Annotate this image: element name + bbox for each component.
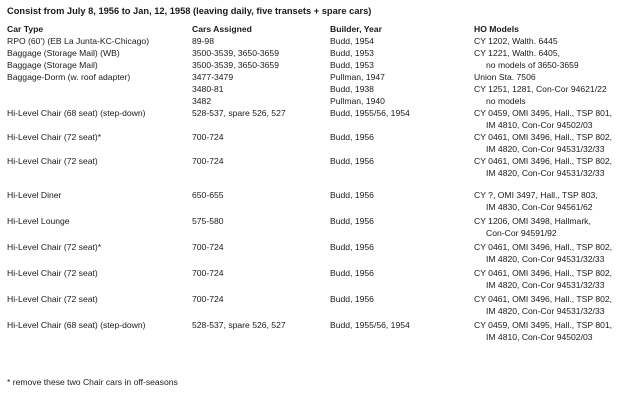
ho-models-cell: CY 0461, OMI 3496, Hall., TSP 802, xyxy=(474,132,613,142)
ho-models-cell: CY 0461, OMI 3496, Hall., TSP 802, xyxy=(474,156,613,166)
car-type-cell: Hi-Level Chair (72 seat) xyxy=(7,268,98,278)
car-type-cell: Hi-Level Diner xyxy=(7,190,62,200)
builder-year-cell: Budd, 1955/56, 1954 xyxy=(330,108,410,118)
builder-year-cell: Budd, 1956 xyxy=(330,268,374,278)
ho-models-cell: CY 0459, OMI 3495, Hall., TSP 801, xyxy=(474,320,613,330)
car-type-cell: Baggage (Storage Mail) (WB) xyxy=(7,48,120,58)
ho-models-cell-continued: IM 4810, Con-Cor 94502/03 xyxy=(486,332,593,342)
page-title: Consist from July 8, 1956 to Jan, 12, 1958 (leaving daily, five transets + spare cars) xyxy=(7,6,372,16)
builder-year-cell: Budd, 1956 xyxy=(330,216,374,226)
cars-assigned-cell: 700-724 xyxy=(192,132,224,142)
cars-assigned-cell: 650-655 xyxy=(192,190,224,200)
car-type-cell: Hi-Level Chair (72 seat)* xyxy=(7,132,102,142)
ho-models-cell: Union Sta. 7506 xyxy=(474,72,536,82)
header-car-type: Car Type xyxy=(7,24,44,34)
ho-models-cell: CY 1202, Walth. 6445 xyxy=(474,36,558,46)
header-ho-models: HO Models xyxy=(474,24,519,34)
builder-year-cell: Pullman, 1947 xyxy=(330,72,385,82)
table-header xyxy=(0,24,639,35)
builder-year-cell: Budd, 1954 xyxy=(330,36,374,46)
ho-models-cell: CY 1221, Walth. 6405, xyxy=(474,48,560,58)
cars-assigned-cell: 89-98 xyxy=(192,36,214,46)
builder-year-cell: Budd, 1956 xyxy=(330,242,374,252)
ho-models-cell-continued: no models of 3650-3659 xyxy=(486,60,579,70)
cars-assigned-cell: 700-724 xyxy=(192,242,224,252)
ho-models-cell-continued: IM 4810, Con-Cor 94502/03 xyxy=(486,120,593,130)
car-type-cell: RPO (60') (EB La Junta-KC-Chicago) xyxy=(7,36,150,46)
footnote: * remove these two Chair cars in off-seasons xyxy=(7,377,178,387)
builder-year-cell: Budd, 1956 xyxy=(330,190,374,200)
ho-models-cell-continued: IM 4820, Con-Cor 94531/32/33 xyxy=(486,254,605,264)
builder-year-cell: Budd, 1955/56, 1954 xyxy=(330,320,410,330)
car-type-cell: Hi-Level Lounge xyxy=(7,216,70,226)
ho-models-cell-continued: IM 4820, Con-Cor 94531/32/33 xyxy=(486,168,605,178)
car-type-cell: Baggage (Storage Mail) xyxy=(7,60,98,70)
ho-models-cell-continued: Con-Cor 94591/92 xyxy=(486,228,557,238)
ho-models-cell: CY 0461, OMI 3496, Hall., TSP 802, xyxy=(474,242,613,252)
builder-year-cell: Budd, 1956 xyxy=(330,294,374,304)
cars-assigned-cell: 3477-3479 xyxy=(192,72,234,82)
ho-models-cell-continued: IM 4830, Con-Cor 94561/62 xyxy=(486,202,593,212)
ho-models-cell-continued: IM 4820, Con-Cor 94531/32/33 xyxy=(486,280,605,290)
builder-year-cell: Budd, 1956 xyxy=(330,132,374,142)
car-type-cell: Hi-Level Chair (68 seat) (step-down) xyxy=(7,108,146,118)
builder-year-cell: Pullman, 1940 xyxy=(330,96,385,106)
cars-assigned-cell: 575-580 xyxy=(192,216,224,226)
cars-assigned-cell: 3482 xyxy=(192,96,212,106)
cars-assigned-cell: 700-724 xyxy=(192,156,224,166)
builder-year-cell: Budd, 1953 xyxy=(330,60,374,70)
ho-models-cell: CY 1251, 1281, Con-Cor 94621/22 xyxy=(474,84,607,94)
header-cars-assigned: Cars Assigned xyxy=(192,24,252,34)
ho-models-cell-continued: IM 4820, Con-Cor 94531/32/33 xyxy=(486,306,605,316)
header-builder-year: Builder, Year xyxy=(330,24,382,34)
cars-assigned-cell: 700-724 xyxy=(192,294,224,304)
car-type-cell: Hi-Level Chair (68 seat) (step-down) xyxy=(7,320,146,330)
ho-models-cell: CY 0459, OMI 3495, Hall., TSP 801, xyxy=(474,108,613,118)
car-type-cell: Baggage-Dorm (w. roof adapter) xyxy=(7,72,131,82)
cars-assigned-cell: 528-537, spare 526, 527 xyxy=(192,320,286,330)
ho-models-cell: CY ?, OMI 3497, Hall., TSP 803, xyxy=(474,190,598,200)
cars-assigned-cell: 528-537, spare 526, 527 xyxy=(192,108,286,118)
ho-models-cell: no models xyxy=(486,96,526,106)
builder-year-cell: Budd, 1953 xyxy=(330,48,374,58)
cars-assigned-cell: 3480-81 xyxy=(192,84,224,94)
ho-models-cell: CY 1206, OMI 3498, Hallmark, xyxy=(474,216,591,226)
car-type-cell: Hi-Level Chair (72 seat) xyxy=(7,156,98,166)
ho-models-cell-continued: IM 4820, Con-Cor 94531/32/33 xyxy=(486,144,605,154)
car-type-cell: Hi-Level Chair (72 seat) xyxy=(7,294,98,304)
cars-assigned-cell: 3500-3539, 3650-3659 xyxy=(192,48,279,58)
cars-assigned-cell: 3500-3539, 3650-3659 xyxy=(192,60,279,70)
ho-models-cell: CY 0461, OMI 3496, Hall., TSP 802, xyxy=(474,268,613,278)
ho-models-cell: CY 0461, OMI 3496, Hall., TSP 802, xyxy=(474,294,613,304)
cars-assigned-cell: 700-724 xyxy=(192,268,224,278)
builder-year-cell: Budd, 1938 xyxy=(330,84,374,94)
car-type-cell: Hi-Level Chair (72 seat)* xyxy=(7,242,102,252)
builder-year-cell: Budd, 1956 xyxy=(330,156,374,166)
